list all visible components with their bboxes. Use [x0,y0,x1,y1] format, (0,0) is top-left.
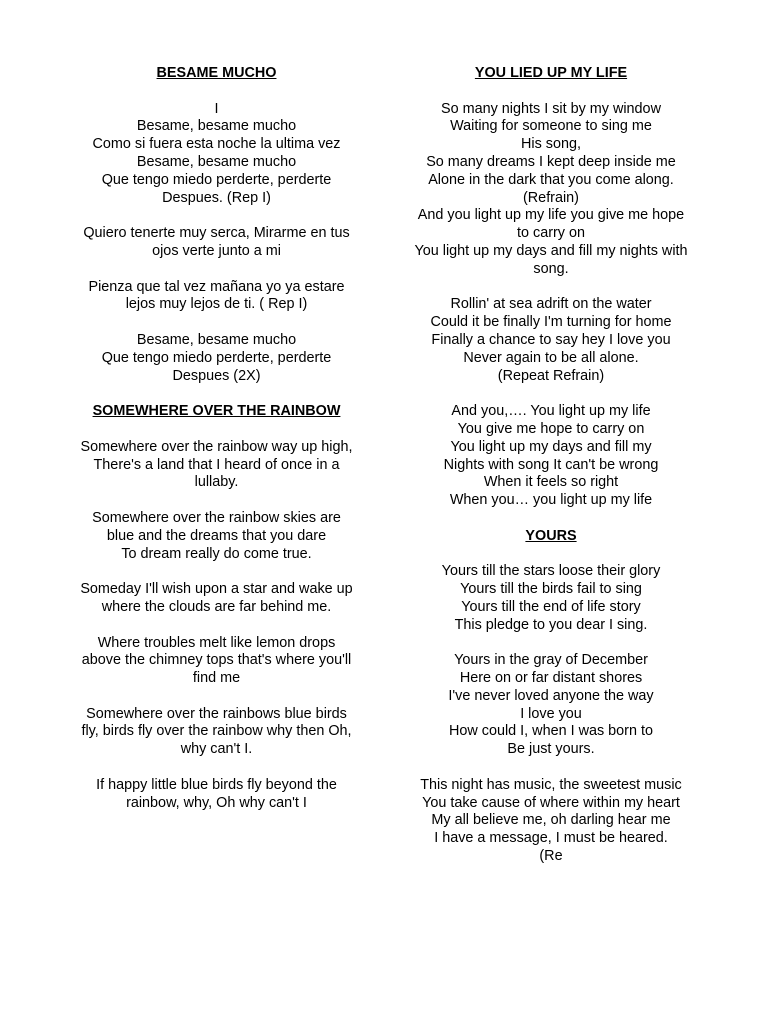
lyric-line: You give me hope to carry on [457,420,645,437]
lyric-line: rainbow, why, Oh why can't I [126,794,307,811]
lyric-line: And you,…. You light up my life [451,403,651,420]
lyric-line: Despues (2X) [172,367,261,384]
lyric-line: There's a land that I heard of once in a [93,456,340,473]
lyric-line: Somewhere over the rainbows blue birds [86,705,347,722]
lyric-line: Yours till the birds fail to sing [460,581,642,598]
lyric-line: I have a message, I must be heared. [434,830,668,847]
lyric-line: (Repeat Refrain) [497,367,605,384]
lyric-line: find me [192,670,241,687]
stanza-break [66,688,367,706]
lyrics-somewhere-over-the-rainbow [66,439,367,813]
lyric-line: ojos verte junto a mi [152,242,281,259]
stanza-break [66,314,367,332]
lyric-line: (Re [539,848,563,865]
section-gap [66,385,367,403]
lyric-line: to carry on [517,225,585,242]
stanza-break [402,385,700,403]
lyric-line: I've never loved anyone the way [448,687,654,704]
lyric-line: Could it be finally I'm turning for home [430,314,672,331]
stanza-break [66,617,367,635]
lyric-line: fly, birds fly over the rainbow why then Oh, [81,723,352,740]
lyric-line: Que tengo miedo perderte, perderte [101,171,332,188]
lyric-line: When you… you light up my life [449,492,653,509]
lyric-line: Nights with song It can't be wrong [443,456,659,473]
lyric-line: Be just yours. [507,741,595,758]
lyric-line: Besame, besame mucho [136,118,297,135]
lyric-line: Somewhere over the rainbow way up high, [80,438,353,455]
stanza-break [66,759,367,777]
lyric-line: lejos muy lejos de ti. ( Rep I) [125,296,308,313]
lyric-line: Where troubles melt like lemon drops [97,634,336,651]
right-column [402,65,700,866]
lyric-line: Despues. (Rep I) [162,189,271,206]
lyric-line: My all believe me, oh darling hear me [431,812,671,829]
lyric-line: (Refrain) [523,189,579,206]
lyric-line: Pienza que tal vez mañana yo ya estare [88,278,345,295]
lyrics-you-lied-up-my-life [402,101,700,510]
lyric-line: And you light up my life you give me hope [417,207,685,224]
lyric-line: Quiero tenerte muy serca, Mirarme en tus [83,225,350,242]
stanza-break [66,563,367,581]
lyric-line: Que tengo miedo perderte, perderte [101,349,332,366]
lyric-line: You light up my days and fill my nights with [414,242,688,259]
lyrics-besame-mucho [66,101,367,386]
lyric-line: You take cause of where within my heart [422,794,680,811]
lyric-line: Besame, besame mucho [136,153,297,170]
lyric-line: His song, [521,136,581,153]
song-title-you-lied-up-my-life: YOU LIED UP MY LIFE [474,65,628,81]
lyric-line: Never again to be all alone. [463,349,639,366]
lyrics-yours [402,563,700,866]
lyric-line: Waiting for someone to sing me [450,118,652,135]
lyric-line: why can't I. [180,741,253,758]
lyric-line: Yours till the stars loose their glory [441,563,661,580]
stanza-break [66,261,367,279]
lyric-line: I [214,100,219,117]
lyric-line: You light up my days and fill my [450,438,652,455]
stanza-break [402,635,700,653]
lyric-line: Finally a chance to say hey I love you [431,331,671,348]
lyric-line: Yours in the gray of December [454,652,648,669]
stanza-break [66,207,367,225]
lyric-line: When it feels so right [483,474,619,491]
song-title-besame-mucho: BESAME MUCHO [156,65,277,81]
lyric-line: So many nights I sit by my window [441,100,661,117]
lyric-line: Besame, besame mucho [136,331,297,348]
lyric-line: lullaby. [194,474,239,491]
lyric-line: song. [533,260,569,277]
left-column [66,65,367,812]
lyric-line: blue and the dreams that you dare [106,527,327,544]
lyric-line: Yours till the end of life story [461,598,641,615]
lyric-line: Somewhere over the rainbow skies are [92,509,341,526]
lyric-line: Rollin' at sea adrift on the water [450,296,652,313]
lyric-line: above the chimney tops that's where you'll [81,652,352,669]
lyric-line: where the clouds are far behind me. [101,598,332,615]
song-title-yours: YOURS [525,527,577,544]
lyric-line: How could I, when I was born to [449,723,653,740]
lyric-line: If happy little blue birds fly beyond the [96,776,337,793]
lyric-line: I love you [520,705,582,722]
song-title-somewhere-over-the-rainbow: SOMEWHERE OVER THE RAINBOW [92,403,341,420]
lyric-line: Here on or far distant shores [459,670,643,687]
lyric-line: This pledge to you dear I sing. [454,616,648,633]
lyric-line: To dream really do come true. [121,545,312,562]
lyric-line: Someday I'll wish upon a star and wake up [80,581,353,598]
section-gap [402,510,700,528]
lyric-line: Como si fuera esta noche la ultima vez [92,136,341,153]
lyric-line: So many dreams I kept deep inside me [426,153,676,170]
stanza-break [402,759,700,777]
stanza-break [66,492,367,510]
lyric-line: This night has music, the sweetest music [420,776,682,793]
stanza-break [402,279,700,297]
lyric-line: Alone in the dark that you come along. [428,171,674,188]
